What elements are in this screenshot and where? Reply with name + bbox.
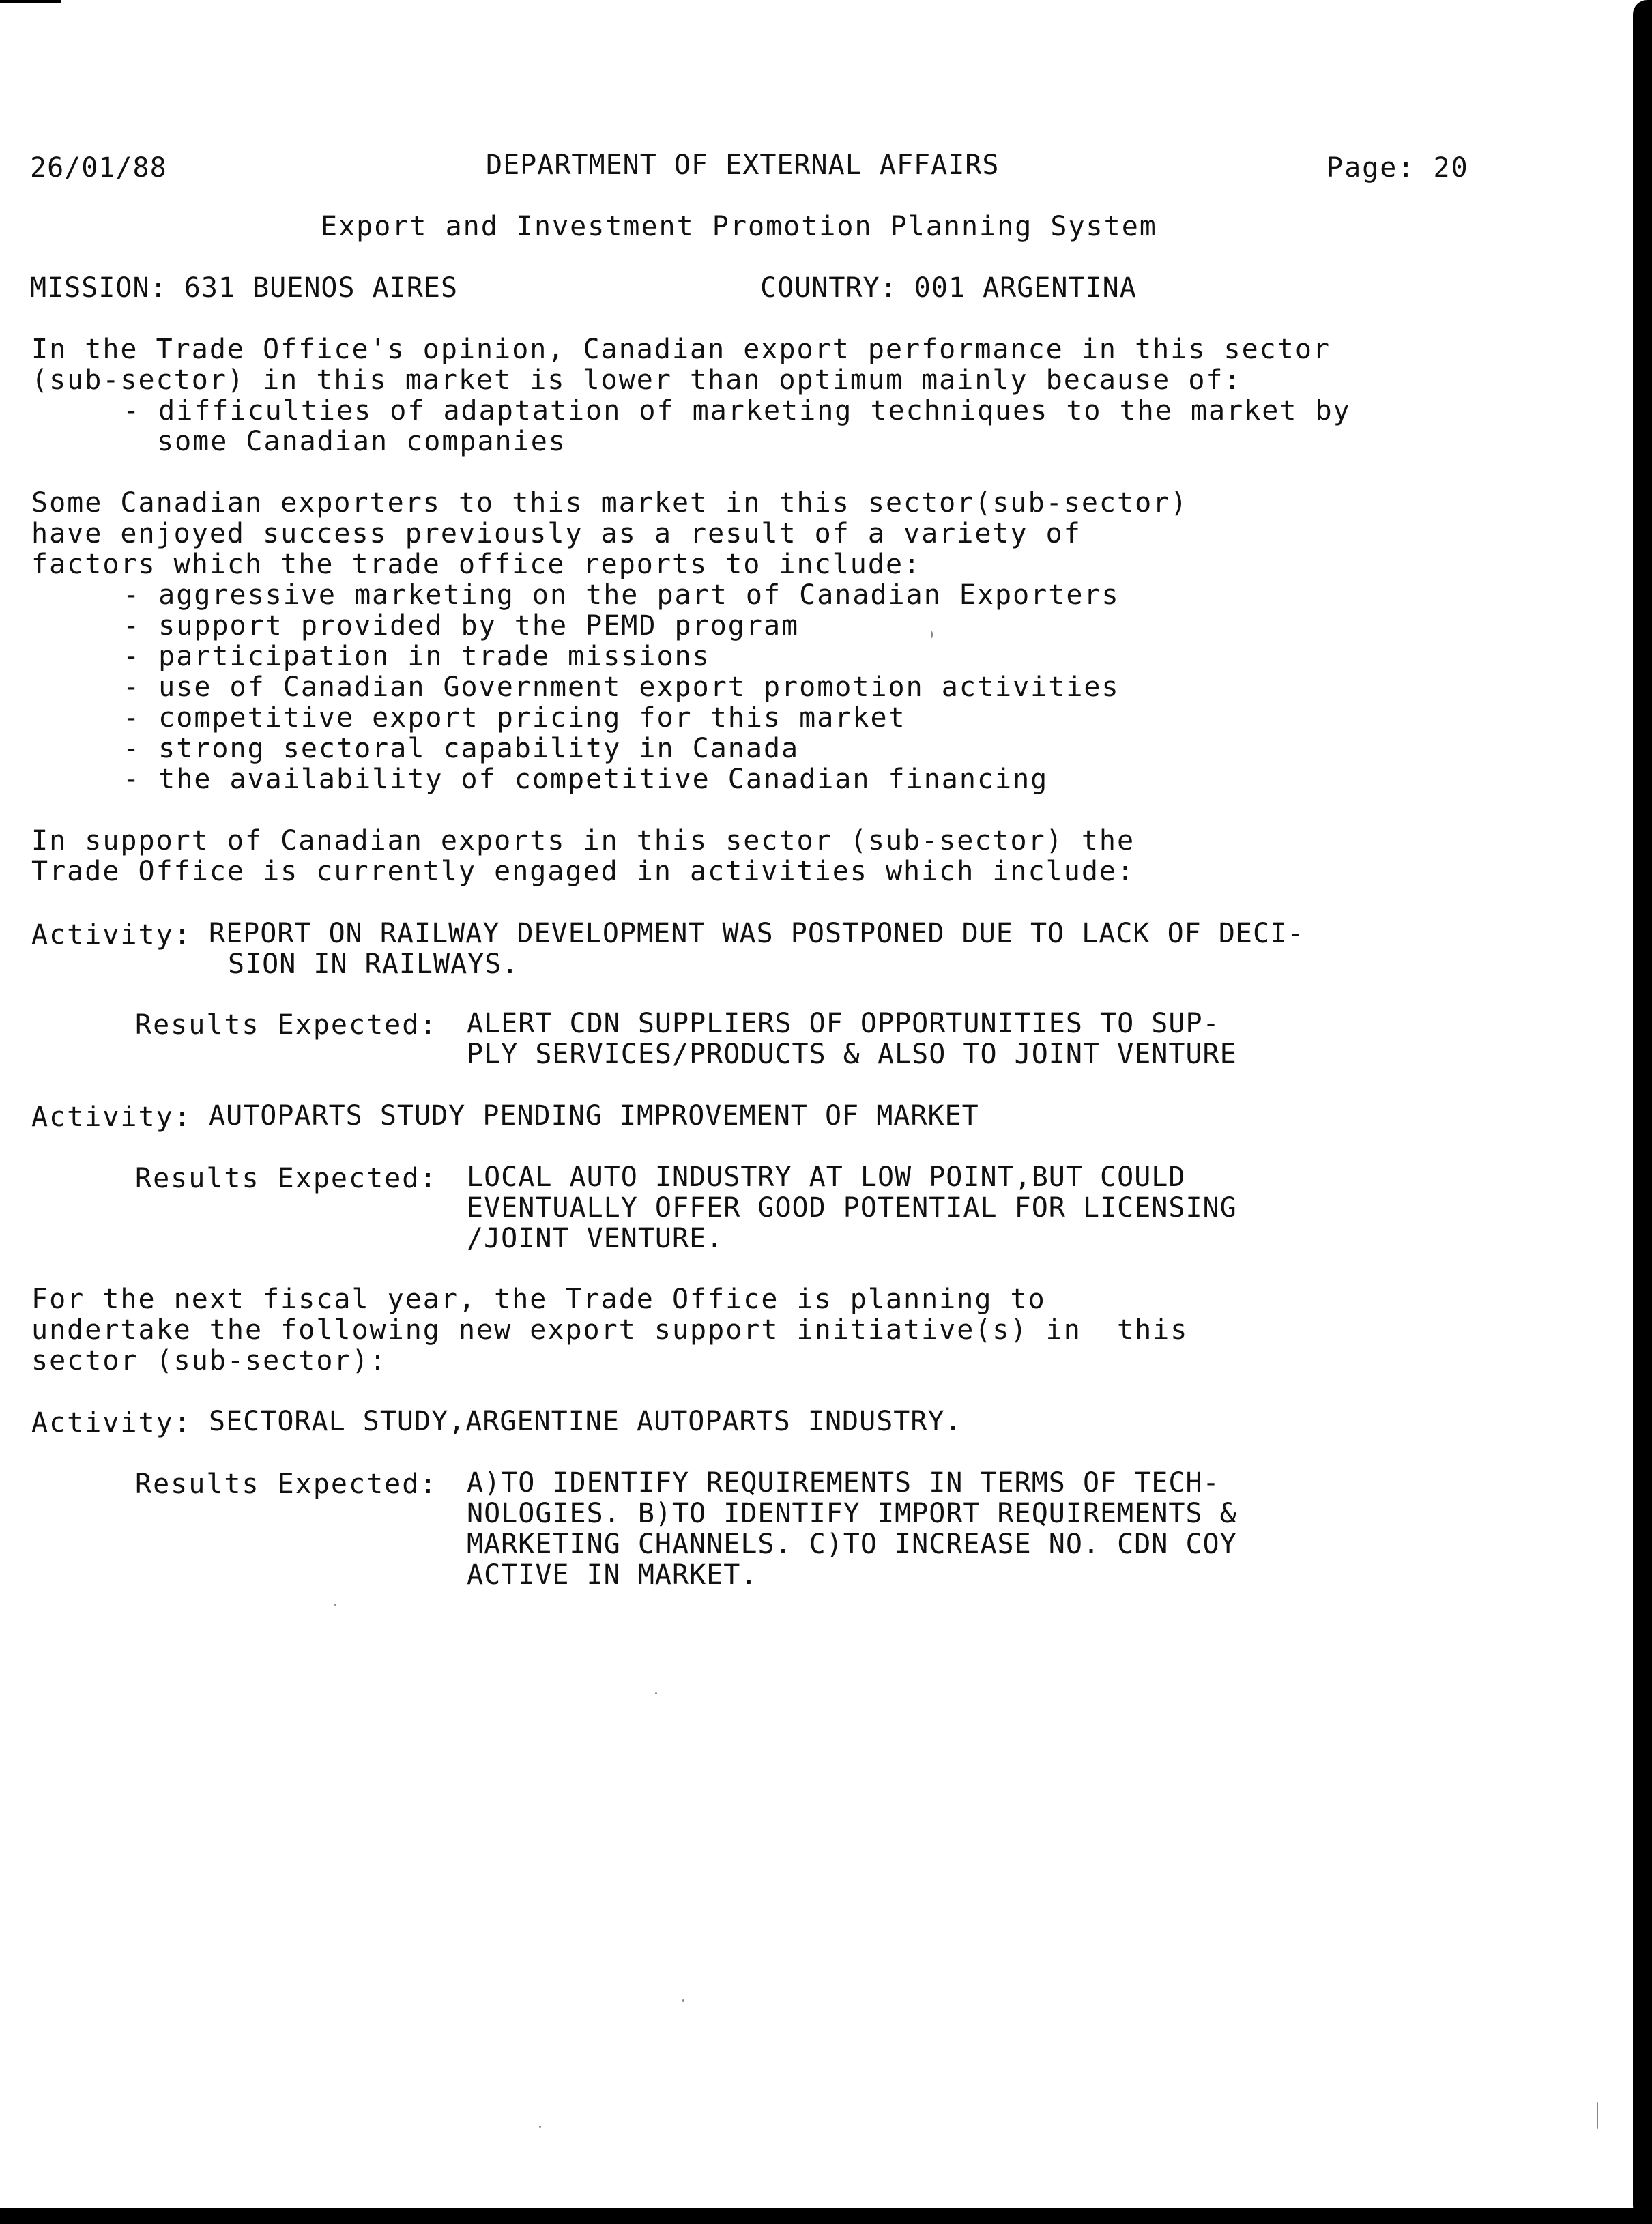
activity-label: Activity:	[31, 1407, 192, 1439]
results-expected-label: Results Expected:	[135, 1009, 438, 1041]
department-title: DEPARTMENT OF EXTERNAL AFFAIRS	[486, 149, 1000, 181]
scan-speck	[655, 1692, 657, 1694]
activity-text: REPORT ON RAILWAY DEVELOPMENT WAS POSTPONED DUE TO LACK OF DECI-	[209, 918, 1305, 949]
activity-text: SION IN RAILWAYS.	[228, 949, 519, 980]
next-year-line-2: undertake the following new export support initiative(s) in this	[31, 1314, 1189, 1346]
scan-speck	[539, 2126, 541, 2128]
scan-edge-top	[0, 0, 61, 3]
results-expected-text: MARKETING CHANNELS. C)TO INCREASE NO. CDN COY	[467, 1529, 1237, 1560]
results-expected-text: ALERT CDN SUPPLIERS OF OPPORTUNITIES TO SUP-	[467, 1008, 1220, 1039]
success-line-3: factors which the trade office reports to include:	[31, 549, 922, 580]
page-number: Page: 20	[1327, 152, 1469, 184]
activity-text: SECTORAL STUDY,ARGENTINE AUTOPARTS INDUSTRY.	[209, 1406, 962, 1437]
results-expected-label: Results Expected:	[135, 1469, 438, 1500]
results-expected-text: A)TO IDENTIFY REQUIREMENTS IN TERMS OF TECH-	[467, 1467, 1220, 1499]
opinion-bullet-line-2: some Canadian companies	[157, 426, 566, 457]
next-year-line-3: sector (sub-sector):	[31, 1345, 388, 1376]
scan-speck	[334, 1604, 336, 1606]
support-line-1: In support of Canadian exports in this sector (sub-sector) the	[31, 825, 1135, 856]
opinion-line-1: In the Trade Office's opinion, Canadian export performance in this sector	[31, 334, 1331, 365]
opinion-line-2: (sub-sector) in this market is lower than optimum mainly because of:	[31, 364, 1242, 396]
country-label: COUNTRY: 001 ARGENTINA	[760, 272, 1137, 304]
success-bullet: - the availability of competitive Canadian financing	[123, 764, 1049, 795]
system-title: Export and Investment Promotion Planning System	[321, 211, 1157, 242]
success-line-1: Some Canadian exporters to this market in this sector(sub-sector)	[31, 487, 1189, 519]
results-expected-text: /JOINT VENTURE.	[467, 1223, 724, 1254]
scan-speck	[682, 1999, 684, 2002]
activity-label: Activity:	[31, 919, 192, 951]
support-line-2: Trade Office is currently engaged in activities which include:	[31, 856, 1135, 887]
activity-text: AUTOPARTS STUDY PENDING IMPROVEMENT OF MARKET	[209, 1100, 979, 1131]
scan-speck	[1597, 2102, 1598, 2129]
results-expected-label: Results Expected:	[135, 1163, 438, 1194]
activity-label: Activity:	[31, 1101, 192, 1133]
next-year-line-1: For the next fiscal year, the Trade Office is planning to	[31, 1284, 1046, 1315]
success-bullet: - support provided by the PEMD program	[123, 610, 800, 641]
success-bullet: - participation in trade missions	[123, 641, 710, 672]
results-expected-text: PLY SERVICES/PRODUCTS & ALSO TO JOINT VENTURE	[467, 1039, 1237, 1070]
results-expected-text: EVENTUALLY OFFER GOOD POTENTIAL FOR LICENSING	[467, 1192, 1237, 1224]
mission-label: MISSION: 631 BUENOS AIRES	[30, 272, 459, 304]
results-expected-text: ACTIVE IN MARKET.	[467, 1559, 758, 1591]
success-bullet: - use of Canadian Government export promotion activities	[123, 671, 1120, 703]
success-bullet: - aggressive marketing on the part of Canadian Exporters	[123, 579, 1120, 611]
opinion-bullet-line-1: - difficulties of adaptation of marketing techniques to the market by	[123, 395, 1351, 427]
scan-speck	[931, 631, 933, 638]
success-bullet: - strong sectoral capability in Canada	[123, 733, 800, 764]
scan-edge-right	[1633, 0, 1652, 2224]
success-bullet: - competitive export pricing for this market	[123, 702, 906, 734]
report-date: 26/01/88	[30, 152, 167, 184]
results-expected-text: LOCAL AUTO INDUSTRY AT LOW POINT,BUT COULD	[467, 1161, 1186, 1193]
scan-edge-bottom	[0, 2208, 1652, 2224]
success-line-2: have enjoyed success previously as a result of a variety of	[31, 518, 1082, 549]
results-expected-text: NOLOGIES. B)TO IDENTIFY IMPORT REQUIREMENTS &	[467, 1498, 1237, 1529]
